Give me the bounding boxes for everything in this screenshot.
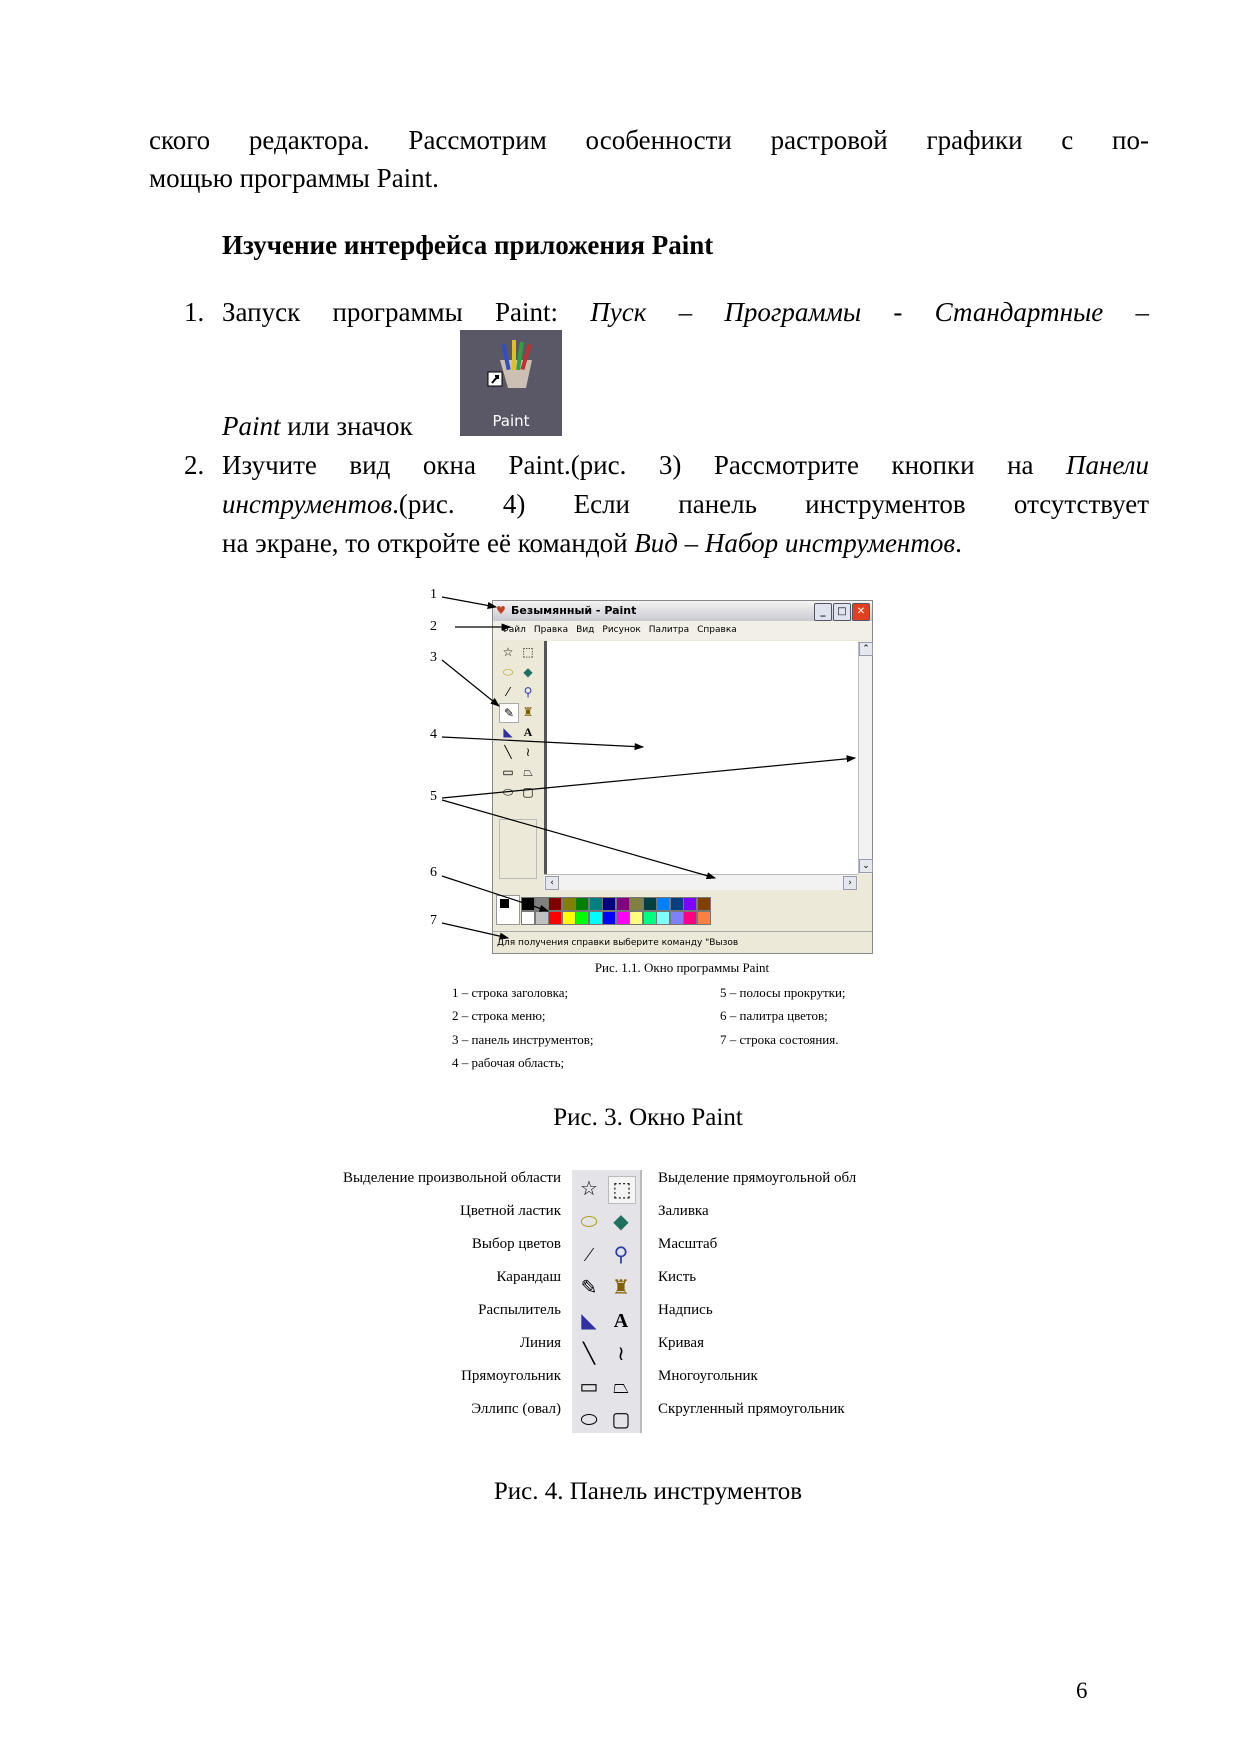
t: .	[955, 528, 962, 558]
tool-label-left: Эллипс (овал)	[471, 1401, 561, 1417]
scroll-down-icon[interactable]: ⌄	[859, 859, 873, 873]
scroll-right-icon[interactable]: ›	[843, 876, 857, 890]
tool-label-right: Масштаб	[658, 1236, 718, 1252]
arrow-5a	[442, 758, 855, 798]
arrow-5b	[442, 800, 715, 878]
tool-label-left: Линия	[519, 1335, 561, 1351]
tool-label-right: Надпись	[658, 1302, 713, 1318]
text-tool-icon[interactable]: A	[523, 725, 533, 739]
callout-1: 1	[430, 587, 437, 602]
legend-item: 1 – строка заголовка;	[452, 985, 569, 1000]
text-tool-icon[interactable]: A	[613, 1310, 629, 1332]
legend-item: 6 – палитра цветов;	[720, 1008, 828, 1023]
menu-view[interactable]: Вид	[576, 625, 595, 635]
magnifier-icon[interactable]: ⚲	[523, 685, 533, 699]
tool-label-left: Прямоугольник	[461, 1368, 561, 1384]
eraser-icon[interactable]: ⬭	[580, 1211, 598, 1233]
curve-icon[interactable]: ≀	[525, 745, 531, 759]
tool-label-left: Цветной ластик	[459, 1203, 561, 1219]
brush-icon[interactable]: ♜	[612, 1277, 630, 1299]
item1-path-start: Пуск – Программы	[590, 297, 862, 327]
color-picker-icon[interactable]: ⁄	[506, 685, 509, 699]
item1-paint: Paint	[222, 411, 281, 441]
callout-5: 5	[430, 789, 437, 804]
polygon-icon[interactable]: ⏢	[613, 1376, 629, 1398]
free-select-icon[interactable]: ☆	[502, 645, 514, 659]
callout-7: 7	[430, 913, 437, 928]
menu-file[interactable]: Файл	[501, 625, 526, 635]
color-picker-icon[interactable]: ⁄	[587, 1244, 591, 1266]
fill-icon[interactable]: ◆	[523, 665, 533, 679]
t: Вид – Набор инструментов	[634, 528, 956, 558]
tool-label-left: Выбор цветов	[471, 1236, 561, 1252]
ellipse-icon[interactable]: ⬭	[502, 785, 514, 799]
line-icon[interactable]: ╲	[504, 745, 512, 759]
arrow-6	[442, 876, 548, 911]
eraser-icon[interactable]: ⬭	[502, 665, 514, 679]
t: инструментов	[222, 489, 393, 519]
intro-line-1: ского редактора. Рассмотрим особенности растровой графики с по-	[149, 125, 1149, 155]
menu-edit[interactable]: Правка	[533, 625, 569, 635]
line-icon[interactable]: ╲	[582, 1343, 596, 1365]
arrow-3	[442, 660, 499, 706]
tool-label-right: Кисть	[658, 1269, 697, 1285]
menu-colors[interactable]: Палитра	[648, 625, 690, 635]
magnifier-icon[interactable]: ⚲	[613, 1244, 629, 1266]
callout-4: 4	[430, 727, 437, 742]
section-heading: Изучение интерфейса приложения Paint	[222, 230, 714, 260]
tool-label-right: Скругленный прямоугольник	[658, 1401, 845, 1417]
callout-6: 6	[430, 865, 437, 880]
window-title: Безымянный - Paint	[511, 604, 637, 617]
menu-image[interactable]: Рисунок	[602, 625, 641, 635]
rectangle-icon[interactable]: ▭	[502, 765, 514, 779]
fill-icon[interactable]: ◆	[613, 1211, 629, 1233]
item2-number: 2.	[184, 450, 205, 480]
scroll-up-icon[interactable]: ⌃	[859, 642, 873, 656]
page-number: 6	[1076, 1678, 1088, 1703]
tool-label-right: Заливка	[658, 1203, 709, 1219]
curve-icon[interactable]: ≀	[617, 1343, 625, 1365]
maximize-button[interactable]: □	[833, 603, 851, 621]
paint-app-icon: ♥	[496, 604, 506, 617]
scroll-left-icon[interactable]: ‹	[545, 876, 559, 890]
close-button[interactable]: ✕	[852, 603, 870, 621]
fig4-caption: Рис. 4. Панель инструментов	[493, 1478, 803, 1505]
tool-label-right: Кривая	[658, 1335, 704, 1351]
fig3-caption: Рис. 3. Окно Paint	[553, 1104, 743, 1131]
legend-item: 5 – полосы прокрутки;	[720, 985, 846, 1000]
toolbar-panel	[572, 1170, 642, 1433]
legend-item: 2 – строка меню;	[452, 1008, 546, 1023]
t: .(рис. 4) Если панель инструментов отсутствует	[392, 489, 1149, 519]
paint-icon-label: Paint	[492, 412, 530, 430]
item1-path-end: Стандартные –	[934, 297, 1149, 327]
tool-label-left: Выделение произвольной области	[342, 1170, 561, 1186]
arrow-1	[442, 597, 496, 607]
rectangle-icon[interactable]: ▭	[579, 1376, 599, 1398]
callout-2: 2	[430, 619, 437, 634]
rect-select-icon[interactable]: ⬚	[608, 1176, 636, 1204]
item1-text: Запуск программы Paint:	[222, 297, 591, 327]
legend-item: 4 – рабочая область;	[452, 1055, 565, 1070]
legend-item: 3 – панель инструментов;	[452, 1032, 594, 1047]
minimize-button[interactable]: _	[814, 603, 832, 621]
airbrush-icon[interactable]: ◣	[503, 725, 513, 739]
polygon-icon[interactable]: ⏢	[523, 765, 533, 779]
rounded-rect-icon[interactable]: ▢	[611, 1409, 631, 1431]
intro-line-2: мощью программы Paint.	[149, 163, 439, 193]
t: Изучите вид окна Paint.(рис. 3) Рассмотрите кнопки на	[222, 450, 1067, 480]
tool-label-right: Многоугольник	[658, 1368, 758, 1384]
arrow-7	[442, 923, 508, 938]
callout-3: 3	[430, 650, 437, 665]
menu-help[interactable]: Справка	[697, 625, 737, 635]
t: Панели	[1066, 450, 1149, 480]
arrow-4	[442, 737, 643, 747]
airbrush-icon[interactable]: ◣	[581, 1310, 597, 1332]
tool-label-left: Карандаш	[496, 1269, 561, 1285]
fig1-caption: Рис. 1.1. Окно программы Paint	[594, 960, 770, 975]
item1-rest: или значок	[280, 411, 413, 441]
status-bar: Для получения справки выберите команду "Вызов	[493, 931, 872, 954]
rounded-rect-icon[interactable]: ▢	[522, 785, 534, 799]
pencil-icon[interactable]: ✎	[580, 1277, 598, 1299]
legend-item: 7 – строка состояния.	[720, 1032, 839, 1047]
free-select-icon[interactable]: ☆	[580, 1178, 598, 1200]
pencil-icon[interactable]: ✎	[499, 703, 519, 723]
item1-number: 1.	[184, 297, 205, 327]
rect-select-icon[interactable]: ⬚	[522, 645, 534, 659]
tool-label-left: Распылитель	[478, 1302, 561, 1318]
tool-label-right: Выделение прямоугольной обл	[658, 1170, 857, 1186]
t: на экране, то откройте её командой	[222, 528, 635, 558]
brush-icon[interactable]: ♜	[522, 705, 534, 719]
ellipse-icon[interactable]: ⬭	[580, 1409, 598, 1431]
item1-sep: -	[893, 297, 935, 327]
